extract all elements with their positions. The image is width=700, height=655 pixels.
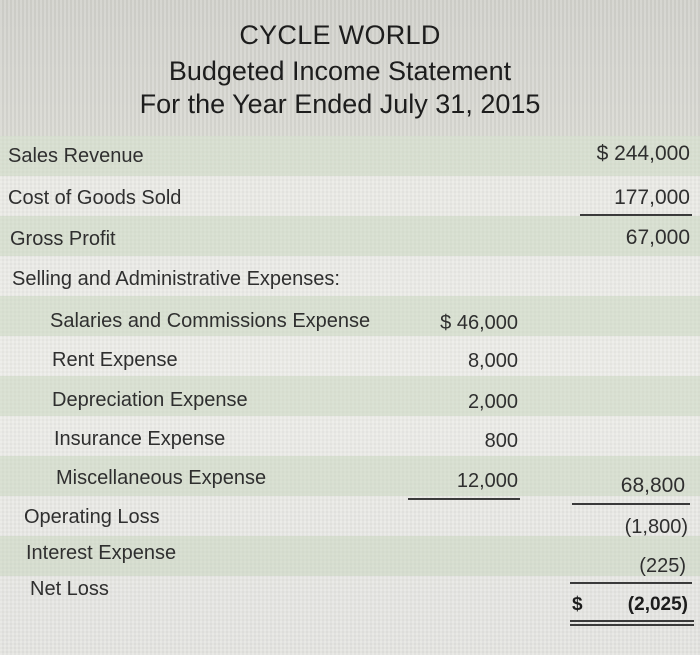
sga-total-rule [572, 503, 690, 505]
net-loss-label: Net Loss [30, 578, 109, 600]
gross-profit-amount: 67,000 [625, 226, 690, 249]
statement-period: For the Year Ended July 31, 2015 [139, 89, 541, 119]
interest-expense-label: Interest Expense [26, 542, 177, 564]
sga-heading: Selling and Administrative Expenses: [12, 268, 340, 290]
net-loss-top-rule [570, 582, 692, 584]
rent-label: Rent Expense [52, 349, 178, 371]
rent-amount: 8,000 [467, 350, 518, 372]
sales-revenue-label: Sales Revenue [8, 145, 144, 167]
depreciation-amount: 2,000 [467, 391, 518, 413]
net-loss-dollar-sign: $ [572, 594, 583, 615]
statement-title: Budgeted Income Statement [168, 56, 512, 86]
statement-header [0, 0, 700, 136]
sales-revenue-amount: $ 244,000 [596, 142, 690, 165]
misc-label: Miscellaneous Expense [56, 467, 267, 489]
misc-amount: 12,000 [456, 470, 518, 492]
cogs-label: Cost of Goods Sold [8, 187, 182, 209]
company-name: CYCLE WORLD [239, 20, 441, 50]
insurance-amount: 800 [484, 430, 518, 452]
operating-loss-amount: (1,800) [624, 516, 688, 538]
sga-total-amount: 68,800 [620, 474, 685, 497]
expense-subtotal-rule [408, 498, 520, 500]
insurance-label: Insurance Expense [54, 428, 226, 450]
depreciation-label: Depreciation Expense [52, 389, 248, 411]
salaries-label: Salaries and Commissions Expense [50, 310, 371, 332]
salaries-amount: $ 46,000 [440, 312, 518, 334]
net-loss-double-rule [570, 620, 694, 626]
operating-loss-label: Operating Loss [24, 506, 160, 528]
interest-expense-amount: (225) [639, 555, 686, 577]
cogs-amount: 177,000 [614, 186, 690, 209]
gross-profit-label: Gross Profit [10, 228, 116, 250]
subtotal-rule [580, 214, 692, 216]
net-loss-amount: (2,025) [627, 594, 688, 615]
